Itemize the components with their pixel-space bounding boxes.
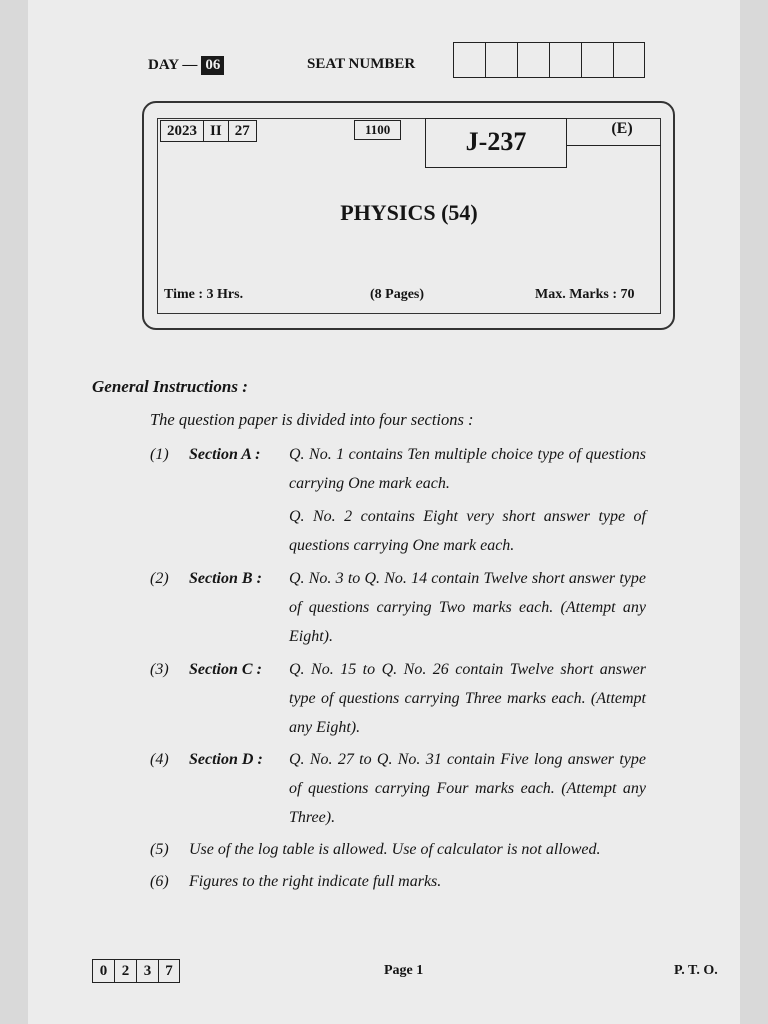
instruction-item xyxy=(150,655,660,745)
page-number: Page 1 xyxy=(384,963,424,978)
exam-year: 2023 xyxy=(160,120,203,142)
paper-code: J-237 xyxy=(425,118,567,168)
exam-duration: Time : 3 Hrs. xyxy=(164,287,244,302)
section-label: Section D : xyxy=(189,751,263,768)
item-text: Q. No. 2 contains Eight very short answer type of questions carrying One mark each. xyxy=(289,508,646,554)
item-text: Q. No. 1 contains Ten multiple choice type of questions carrying One mark each. xyxy=(289,446,646,492)
item-text: Q. No. 27 to Q. No. 31 contain Five long answer type of questions carrying Four marks each. (Attempt any Three). xyxy=(289,751,646,826)
day-number: 06 xyxy=(201,56,224,75)
seat-number-cell xyxy=(485,42,517,78)
item-text: Use of the log table is allowed. Use of calculator is not allowed. xyxy=(189,841,601,858)
instructions-heading: General Instructions : xyxy=(92,377,248,396)
seat-number-cell xyxy=(581,42,613,78)
item-number: (5) xyxy=(150,841,169,858)
seat-number-label: SEAT NUMBER xyxy=(307,56,416,72)
serial-digit: 2 xyxy=(114,959,136,983)
instruction-item xyxy=(150,440,660,560)
paper-serial-boxes xyxy=(92,959,180,983)
pto-label: P. T. O. xyxy=(674,963,718,978)
day-label: DAY — xyxy=(148,57,198,73)
seat-number-cell xyxy=(613,42,645,78)
item-text: Q. No. 15 to Q. No. 26 contain Twelve short answer type of questions carrying Three marks each. (Attempt any Eight). xyxy=(289,661,646,736)
item-text: Q. No. 3 to Q. No. 14 contain Twelve short answer type of questions carrying Two marks each. (Attempt any Eight). xyxy=(289,570,646,645)
seat-number-cell xyxy=(549,42,581,78)
page-count: (8 Pages) xyxy=(370,287,425,302)
instruction-item xyxy=(150,745,660,835)
item-number: (2) xyxy=(150,570,169,587)
paper-medium: (E) xyxy=(611,120,633,137)
seat-number-boxes xyxy=(453,42,645,78)
seat-number-cell xyxy=(517,42,549,78)
instruction-item xyxy=(150,564,660,654)
item-number: (1) xyxy=(150,446,169,463)
instruction-item xyxy=(150,867,660,897)
serial-digit: 0 xyxy=(92,959,114,983)
serial-digit: 3 xyxy=(136,959,158,983)
serial-digit: 7 xyxy=(158,959,180,983)
section-label: Section C : xyxy=(189,661,262,678)
max-marks: Max. Marks : 70 xyxy=(535,287,635,302)
exam-session: II xyxy=(203,120,228,142)
section-label: Section B : xyxy=(189,570,262,587)
day-field xyxy=(148,56,224,75)
medium-divider xyxy=(567,145,661,146)
item-number: (3) xyxy=(150,661,169,678)
item-number: (6) xyxy=(150,873,169,890)
exam-day-code: 27 xyxy=(228,120,257,142)
exam-time-code: 1100 xyxy=(354,120,401,140)
subject-title: PHYSICS (54) xyxy=(340,200,478,225)
seat-number-cell xyxy=(453,42,485,78)
exam-code-boxes xyxy=(160,120,257,142)
item-number: (4) xyxy=(150,751,169,768)
section-label: Section A : xyxy=(189,446,261,463)
instruction-item xyxy=(150,835,660,865)
instructions-intro: The question paper is divided into four sections : xyxy=(150,410,474,429)
item-text: Figures to the right indicate full marks. xyxy=(189,873,442,890)
